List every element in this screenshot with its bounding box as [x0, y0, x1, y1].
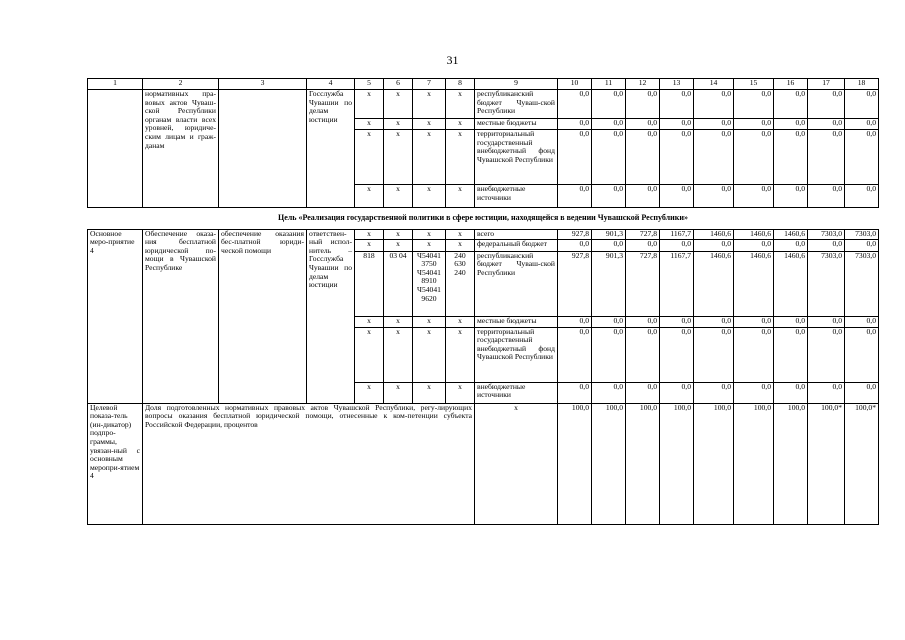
- code-cell: x: [413, 130, 446, 185]
- value-cell: 100,0: [734, 403, 774, 524]
- funding-source: территориальный государственный внебюджетный фонд Чувашской Республики: [475, 130, 558, 185]
- header-cell: 4: [307, 79, 355, 90]
- value-cell: 1167,7: [660, 251, 694, 316]
- funding-source: республиканский бюджет Чуваш-ской Республики: [475, 251, 558, 316]
- value-cell: 0,0: [626, 119, 660, 130]
- code-cell: x: [384, 229, 413, 239]
- code-cell: x: [446, 229, 475, 239]
- code-cell: x: [355, 382, 384, 403]
- value-cell: 100,0*: [808, 403, 845, 524]
- value-cell: 0,0: [660, 130, 694, 185]
- value-cell: 0,0: [592, 239, 626, 251]
- value-cell: 0,0: [626, 90, 660, 119]
- executor: Госслужба Чувашии по делам юстиции: [307, 90, 355, 208]
- value-cell: 0,0: [694, 316, 734, 327]
- value-cell: 0,0: [558, 130, 592, 185]
- header-cell: 16: [774, 79, 808, 90]
- code-cell: x: [355, 90, 384, 119]
- value-cell: 0,0: [626, 130, 660, 185]
- value-cell: 0,0: [774, 185, 808, 208]
- value-cell: 0,0: [592, 119, 626, 130]
- value-cell: 7303,0: [808, 251, 845, 316]
- value-cell: 0,0: [734, 130, 774, 185]
- value-cell: 0,0: [660, 119, 694, 130]
- value-cell: 0,0: [734, 327, 774, 382]
- code-cell: x: [413, 119, 446, 130]
- code-cell: 03 04: [384, 251, 413, 316]
- value-cell: 0,0: [808, 239, 845, 251]
- value-cell: 100,0*: [845, 403, 879, 524]
- executor: ответствен-ный испол-нитель – Госслужба Чувашии по делам юстиции: [307, 229, 355, 403]
- code-cell: x: [413, 382, 446, 403]
- value-cell: 0,0: [734, 119, 774, 130]
- value-cell: 0,0: [558, 239, 592, 251]
- value-cell: 100,0: [660, 403, 694, 524]
- value-cell: 0,0: [694, 185, 734, 208]
- value-cell: 0,0: [558, 119, 592, 130]
- header-cell: 18: [845, 79, 879, 90]
- value-cell: 0,0: [774, 90, 808, 119]
- value-cell: 0,0: [694, 382, 734, 403]
- value-cell: 0,0: [808, 327, 845, 382]
- funding-source: всего: [475, 229, 558, 239]
- value-cell: 1460,6: [774, 251, 808, 316]
- header-cell: 3: [219, 79, 307, 90]
- value-cell: 0,0: [808, 185, 845, 208]
- value-cell: 927,8: [558, 229, 592, 239]
- value-cell: 0,0: [845, 239, 879, 251]
- header-cell: 10: [558, 79, 592, 90]
- page-number: 31: [446, 53, 459, 67]
- value-cell: 7303,0: [808, 229, 845, 239]
- code-cell: x: [384, 130, 413, 185]
- code-cell: x: [384, 185, 413, 208]
- header-cell: 13: [660, 79, 694, 90]
- code-cell: x: [413, 239, 446, 251]
- value-cell: 727,8: [626, 229, 660, 239]
- value-cell: 0,0: [734, 90, 774, 119]
- value-cell: 0,0: [845, 316, 879, 327]
- value-cell: 7303,0: [845, 229, 879, 239]
- value-cell: 0,0: [558, 90, 592, 119]
- code-cell: x: [446, 239, 475, 251]
- value-cell: 100,0: [774, 403, 808, 524]
- value-cell: 901,3: [592, 251, 626, 316]
- code-cell: x: [384, 119, 413, 130]
- code-cell: x: [384, 382, 413, 403]
- value-cell: 901,3: [592, 229, 626, 239]
- value-cell: 0,0: [592, 90, 626, 119]
- value-cell: 0,0: [774, 239, 808, 251]
- code-cell: x: [446, 130, 475, 185]
- value-cell: 0,0: [592, 185, 626, 208]
- header-cell: 5: [355, 79, 384, 90]
- code-cell: Ч54041 3750 Ч54041 8910 Ч54041 9620: [413, 251, 446, 316]
- funding-source: внебюджетные источники: [475, 382, 558, 403]
- measure-purpose: обеспечение оказания бес-платной юриди-ческой помощи: [219, 229, 307, 403]
- measure-name: Обеспечение оказа-ния бесплатной юридической по-мощи в Чувашской Республике: [143, 229, 219, 403]
- code-cell: x: [355, 119, 384, 130]
- value-cell: 0,0: [592, 327, 626, 382]
- header-cell: 2: [143, 79, 219, 90]
- funding-source: местные бюджеты: [475, 119, 558, 130]
- value-cell: 0,0: [694, 119, 734, 130]
- code-cell: x: [413, 316, 446, 327]
- value-cell: 0,0: [660, 327, 694, 382]
- value-cell: 0,0: [774, 316, 808, 327]
- header-cell: 12: [626, 79, 660, 90]
- code-cell: x: [446, 316, 475, 327]
- header-cell: 15: [734, 79, 774, 90]
- code-cell: x: [355, 229, 384, 239]
- header-cell: 11: [592, 79, 626, 90]
- value-cell: 0,0: [774, 130, 808, 185]
- indicator-description: Доля подготовленных нормативных правовых актов Чувашской Республики, регу-лирующих вопросы оказания бесплатной юридической помощи, отнесенные к ком-петенции субъекта Российской Федерации, процентов: [143, 403, 475, 524]
- value-cell: 727,8: [626, 251, 660, 316]
- indicator-x: x: [475, 403, 558, 524]
- value-cell: 0,0: [626, 239, 660, 251]
- header-cell: 9: [475, 79, 558, 90]
- value-cell: 0,0: [592, 382, 626, 403]
- main-activity-label: Основное меро-приятие 4: [88, 229, 143, 403]
- value-cell: 1460,6: [734, 251, 774, 316]
- value-cell: 0,0: [660, 90, 694, 119]
- value-cell: 0,0: [558, 327, 592, 382]
- value-cell: 0,0: [660, 185, 694, 208]
- value-cell: 0,0: [694, 327, 734, 382]
- code-cell: x: [446, 382, 475, 403]
- funding-source: федеральный бюджет: [475, 239, 558, 251]
- value-cell: 1460,6: [774, 229, 808, 239]
- code-cell: x: [384, 316, 413, 327]
- value-cell: 0,0: [626, 316, 660, 327]
- value-cell: 100,0: [626, 403, 660, 524]
- code-cell: x: [446, 119, 475, 130]
- code-cell: x: [355, 327, 384, 382]
- code-cell: x: [446, 185, 475, 208]
- value-cell: 0,0: [660, 382, 694, 403]
- value-cell: 0,0: [694, 239, 734, 251]
- header-cell: 1: [88, 79, 143, 90]
- code-cell: x: [446, 90, 475, 119]
- value-cell: 0,0: [694, 90, 734, 119]
- value-cell: 1460,6: [694, 229, 734, 239]
- code-cell: 818: [355, 251, 384, 316]
- value-cell: 100,0: [592, 403, 626, 524]
- value-cell: 0,0: [660, 239, 694, 251]
- value-cell: 0,0: [845, 90, 879, 119]
- value-cell: 0,0: [694, 130, 734, 185]
- code-cell: x: [413, 327, 446, 382]
- value-cell: 0,0: [734, 316, 774, 327]
- value-cell: 0,0: [808, 90, 845, 119]
- col3-cell: [219, 90, 307, 208]
- value-cell: 0,0: [845, 119, 879, 130]
- value-cell: 0,0: [808, 382, 845, 403]
- code-cell: x: [384, 239, 413, 251]
- value-cell: 0,0: [558, 316, 592, 327]
- value-cell: 0,0: [592, 130, 626, 185]
- table-row: [88, 90, 879, 119]
- code-cell: x: [413, 229, 446, 239]
- code-cell: x: [446, 327, 475, 382]
- funding-source: внебюджетные источники: [475, 185, 558, 208]
- header-cell: 8: [446, 79, 475, 90]
- goal-title: Цель «Реализация государственной политики в сфере юстиции, находящейся в ведении Чувашской Республики»: [277, 213, 688, 222]
- funding-source: местные бюджеты: [475, 316, 558, 327]
- col1-cell: [88, 90, 143, 208]
- funding-source: территориальный государственный внебюджетный фонд Чувашской Республики: [475, 327, 558, 382]
- value-cell: 0,0: [626, 327, 660, 382]
- value-cell: 0,0: [774, 382, 808, 403]
- value-cell: 100,0: [558, 403, 592, 524]
- value-cell: 7303,0: [845, 251, 879, 316]
- value-cell: 0,0: [845, 382, 879, 403]
- value-cell: 0,0: [808, 130, 845, 185]
- code-cell: x: [355, 239, 384, 251]
- header-cell: 6: [384, 79, 413, 90]
- indicator-row: [88, 403, 879, 524]
- code-cell: x: [355, 316, 384, 327]
- code-cell: x: [413, 90, 446, 119]
- measure-name: нормативных пра-вовых актов Чуваш-ской Республики органам власти всех уровней, юридиче-ским лицам и граж-данам: [143, 90, 219, 208]
- value-cell: 0,0: [592, 316, 626, 327]
- value-cell: 0,0: [626, 185, 660, 208]
- goal-row: [88, 208, 879, 230]
- code-cell: x: [384, 327, 413, 382]
- value-cell: 0,0: [558, 185, 592, 208]
- value-cell: 0,0: [774, 119, 808, 130]
- value-cell: 0,0: [808, 119, 845, 130]
- table-row: [88, 229, 879, 239]
- value-cell: 100,0: [694, 403, 734, 524]
- value-cell: 0,0: [660, 316, 694, 327]
- header-cell: 7: [413, 79, 446, 90]
- value-cell: 0,0: [808, 316, 845, 327]
- value-cell: 0,0: [774, 327, 808, 382]
- value-cell: 0,0: [734, 239, 774, 251]
- value-cell: 927,8: [558, 251, 592, 316]
- code-cell: 240 630 240: [446, 251, 475, 316]
- value-cell: 0,0: [558, 382, 592, 403]
- value-cell: 0,0: [734, 185, 774, 208]
- code-cell: x: [355, 185, 384, 208]
- funding-source: республиканский бюджет Чуваш-ской Республики: [475, 90, 558, 119]
- code-cell: x: [355, 130, 384, 185]
- value-cell: 1460,6: [734, 229, 774, 239]
- value-cell: 0,0: [734, 382, 774, 403]
- value-cell: 1460,6: [694, 251, 734, 316]
- value-cell: 0,0: [626, 382, 660, 403]
- value-cell: 1167,7: [660, 229, 694, 239]
- budget-table: [87, 78, 879, 525]
- header-cell: 14: [694, 79, 734, 90]
- header-cell: 17: [808, 79, 845, 90]
- value-cell: 0,0: [845, 185, 879, 208]
- value-cell: 0,0: [845, 327, 879, 382]
- indicator-label: Целевой показа-тель (ин-дикатор) подпро-граммы, увязан-ный с основным меропри-ятием 4: [88, 403, 143, 524]
- code-cell: x: [413, 185, 446, 208]
- header-row: [88, 79, 879, 90]
- code-cell: x: [384, 90, 413, 119]
- value-cell: 0,0: [845, 130, 879, 185]
